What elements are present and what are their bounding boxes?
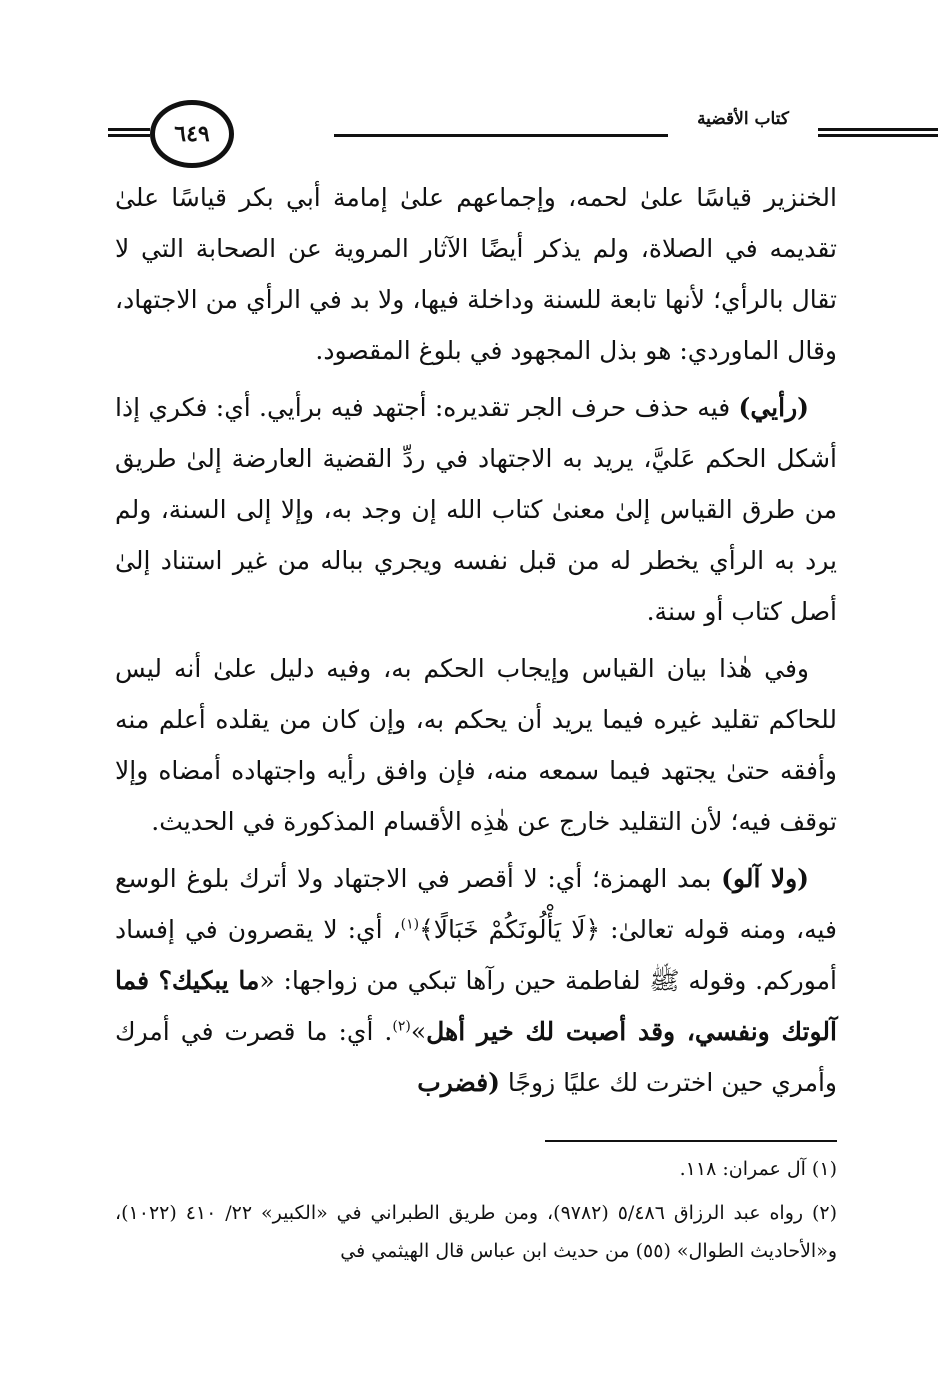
paragraph-text: وفي هٰذا بيان القياس وإيجاب الحكم به، وفيه دليل علىٰ أنه ليس للحاكم تقليد غيره فيما يريد أن يحكم به، وإن كان من يقلده أعلم منه وأفقه حتىٰ يجتهد فيما سمعه منه، فإن وافق رأيه واجتهاده أمضاه وإلا توقف فيه؛ لأن التقليد خارج عن هٰذِه الأقسام المذكورة في الحديث.	[115, 654, 837, 836]
page-header	[108, 95, 838, 175]
paragraph-text: بمد الهمزة؛ أي: لا أقصر في الاجتهاد ولا أترك بلوغ الوسع فيه، ومنه قوله تعالىٰ: ﴿لَا يَأْلُونَكُمْ خَبَالًا﴾	[115, 864, 837, 944]
lemma: (رأيي)	[738, 393, 809, 422]
page-number: ٦٤٩	[150, 100, 234, 168]
hadith-quote: ما يبكيك؟ فما آلوتك ونفسي، وقد أصبت لك خير أهل	[115, 966, 837, 1046]
paragraph	[115, 382, 837, 637]
paragraph-text: ، أي: لا يقصرون في إفساد أموركم. وقوله ﷺ لفاطمة حين رآها تبكي من زواجها: «	[115, 915, 837, 995]
paragraph-text: . أي: ما قصرت في أمرك وأمري حين اخترت لك عليًا زوجًا	[115, 1017, 837, 1097]
paragraph-text: الخنزير قياسًا علىٰ لحمه، وإجماعهم علىٰ إمامة أبي بكر قياسًا علىٰ تقديمه في الصلاة، ولم يذكر أيضًا الآثار المروية عن الصحابة التي لا تقال بالرأي؛ لأنها تابعة للسنة وداخلة فيها، ولا بد في الرأي من الاجتهاد، وقال الماوردي: هو بذل المجهود في بلوغ المقصود.	[115, 183, 837, 365]
footnote-separator	[545, 1140, 837, 1142]
header-rule	[334, 134, 938, 137]
lemma: (فضرب	[417, 1068, 500, 1097]
paragraph	[115, 643, 837, 847]
lemma: (ولا آلو)	[721, 864, 809, 893]
footnote-ref: (٢)	[392, 1018, 411, 1035]
running-head: كتاب الأقضية	[668, 109, 818, 137]
paragraph	[115, 853, 837, 1108]
paragraph-text: »	[410, 1017, 427, 1046]
main-text	[115, 172, 837, 1114]
header-rule	[108, 128, 150, 131]
footnote-ref: (١)	[400, 916, 420, 933]
footnote: (١) آل عمران: ١١٨.	[679, 1158, 837, 1180]
header-rule	[808, 128, 938, 131]
paragraph-text: فيه حذف حرف الجر تقديره: أجتهد فيه برأيي. أي: فكري إذا أشكل الحكم عَليَّ، يريد به الاجتهاد في ردِّ القضية العارضة إلىٰ طريق من طرق القياس إلىٰ معنىٰ كتاب الله إن وجد به، وإلا إلى السنة، ولم يرد به الرأي يخطر له من قبل نفسه ويجري بباله من غير استناد إلىٰ أصل كتاب أو سنة.	[115, 393, 837, 626]
header-rule	[108, 134, 150, 137]
footnotes	[115, 1150, 837, 1276]
paragraph	[115, 172, 837, 376]
footnote: (٢) رواه عبد الرزاق ٥/٤٨٦ (٩٧٨٢)، ومن طريق الطبراني في «الكبير» ٢٢/ ٤١٠ (١٠٢٢)، و«الأحاديث الطوال» (٥٥) من حديث ابن عباس قال الهيثمي في	[115, 1202, 838, 1262]
